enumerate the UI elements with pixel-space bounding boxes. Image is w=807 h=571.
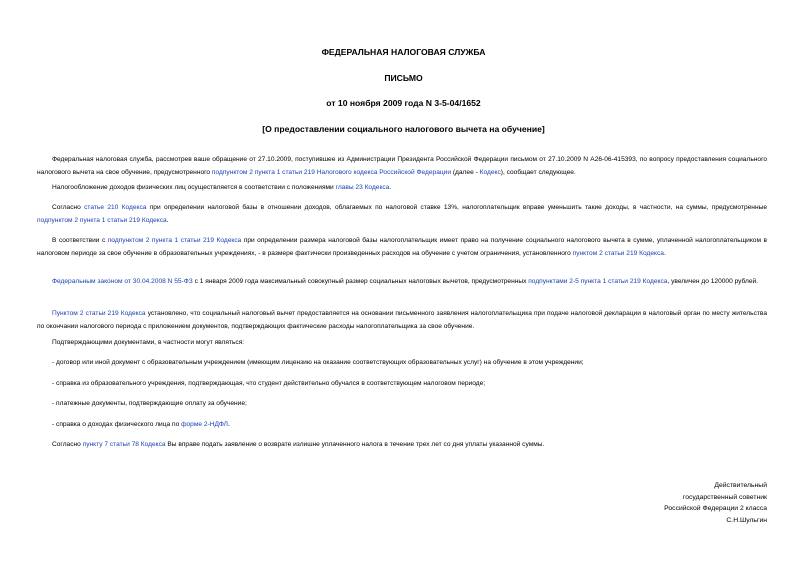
list-item-income: - справка о доходах физического лица по форме 2-НДФЛ. xyxy=(52,421,230,428)
signature-block xyxy=(664,480,767,526)
signature-rank-1: Действительный xyxy=(714,482,767,489)
link-code-219[interactable]: подпунктом 2 пункта 1 статьи 219 Налогового кодекса Российской Федерации xyxy=(211,169,452,176)
paragraph-1: Федеральная налоговая служба, рассмотрев ваше обращение от 27.10.2009, поступившее из Администрации Президента Российской Федерации письмом от 27.10.2009 N А26-06-415393, по вопросу предоставления социального налогового вычета на свое обучение, предусмотренного подпунктом 2 пункта 1 статьи 219 Налогового кодекса Российской Федерации (далее - Кодекс), сообщает следующее. xyxy=(37,156,767,176)
link-chapter-23[interactable]: главы 23 Кодекса xyxy=(335,184,390,191)
link-point-2-219[interactable]: пунктом 2 статьи 219 Кодекса xyxy=(572,250,664,257)
link-form-2ndfl[interactable]: форме 2-НДФЛ xyxy=(181,421,228,428)
paragraph-3: Согласно статье 210 Кодекса при определении налоговой базы в отношении доходов, облагаемых по налоговой ставке 13%, налогоплательщик вправе уменьшить такие доходы, в частности, на суммы, предусмотренные подпунктом 2 пункта 1 статьи 219 Кодекса. xyxy=(37,204,767,224)
link-federal-law[interactable]: Федеральным законом от 30.04.2008 N 55-ФЗ xyxy=(52,278,193,285)
doc-subject: [О предоставлении социального налогового вычета на обучение] xyxy=(262,124,545,134)
paragraph-4: В соответствии с подпунктом 2 пункта 1 статьи 219 Кодекса при определении размера налоговой базы налогоплательщик имеет право на получение социального налогового вычета в сумме, уплаченной налогоплательщиком в налоговом периоде за свое обучение в образовательных учреждениях, - в размере фактически произведенных расходов на обучение с учетом ограничения, установленного пунктом 2 статьи 219 Кодекса. xyxy=(37,237,767,257)
list-item-certificate: - справка из образовательного учреждения, подтверждающая, что студент действительно обучался в соответствующем налоговом периоде; xyxy=(52,380,486,387)
signature-rank-2: государственный советник xyxy=(682,493,767,501)
link-article-210[interactable]: статье 210 Кодекса xyxy=(84,204,147,211)
link-subpoints-2-5[interactable]: подпунктами 2-5 пункта 1 статьи 219 Кодекса xyxy=(528,278,668,285)
signature-name: С.Н.Шульгин xyxy=(726,516,767,524)
link-point-2-219-b[interactable]: Пунктом 2 статьи 219 Кодекса xyxy=(52,310,146,317)
list-item-contract: - договор или иной документ с образовательным учреждением (имеющим лицензию на оказание соответствующих образовательных услуг) на обучение в этом учреждении; xyxy=(52,359,584,366)
paragraph-7: Подтверждающими документами, в частности могут являться: xyxy=(52,339,245,346)
paragraph-5: Федеральным законом от 30.04.2008 N 55-ФЗ с 1 января 2009 года максимальный совокупный размер социальных налоговых вычетов, предусмотренных подпунктами 2-5 пункта 1 статьи 219 Кодекса, увеличен до 120000 рублей. xyxy=(52,278,759,285)
paragraph-refund: Согласно пункту 7 статьи 78 Кодекса Вы вправе подать заявление о возврате излишне уплаченного налога в течение трех лет со дня уплаты указанной суммы. xyxy=(52,441,545,448)
paragraph-6: Пунктом 2 статьи 219 Кодекса установлено, что социальный налоговый вычет предоставляется на основании письменного заявления налогоплательщика при подаче налоговой декларации в налоговый орган по месту жительства по окончании налогового периода с приложением документов, подтверждающих фактические расходы налогоплательщика за свое обучение. xyxy=(37,310,768,330)
signature-rank-3: Российской Федерации 2 класса xyxy=(664,505,767,512)
list-item-payment: - платежные документы, подтверждающие оплату за обучение; xyxy=(52,400,247,407)
link-subpoint-2-219[interactable]: подпунктом 2 пункта 1 статьи 219 Кодекса xyxy=(37,217,167,224)
doc-date-number: от 10 ноября 2009 года N 3-5-04/1652 xyxy=(326,98,481,108)
doc-type: ПИСЬМО xyxy=(384,73,423,83)
link-code[interactable]: Кодекс xyxy=(479,169,501,176)
agency-title: ФЕДЕРАЛЬНАЯ НАЛОГОВАЯ СЛУЖБА xyxy=(321,47,486,57)
paragraph-2: Налогообложение доходов физических лиц осуществляется в соответствии с положениями главы 23 Кодекса. xyxy=(52,184,392,191)
link-article-78[interactable]: пункту 7 статьи 78 Кодекса xyxy=(82,441,166,448)
link-subpoint-2-219-b[interactable]: подпунктом 2 пункта 1 статьи 219 Кодекса xyxy=(107,237,242,244)
